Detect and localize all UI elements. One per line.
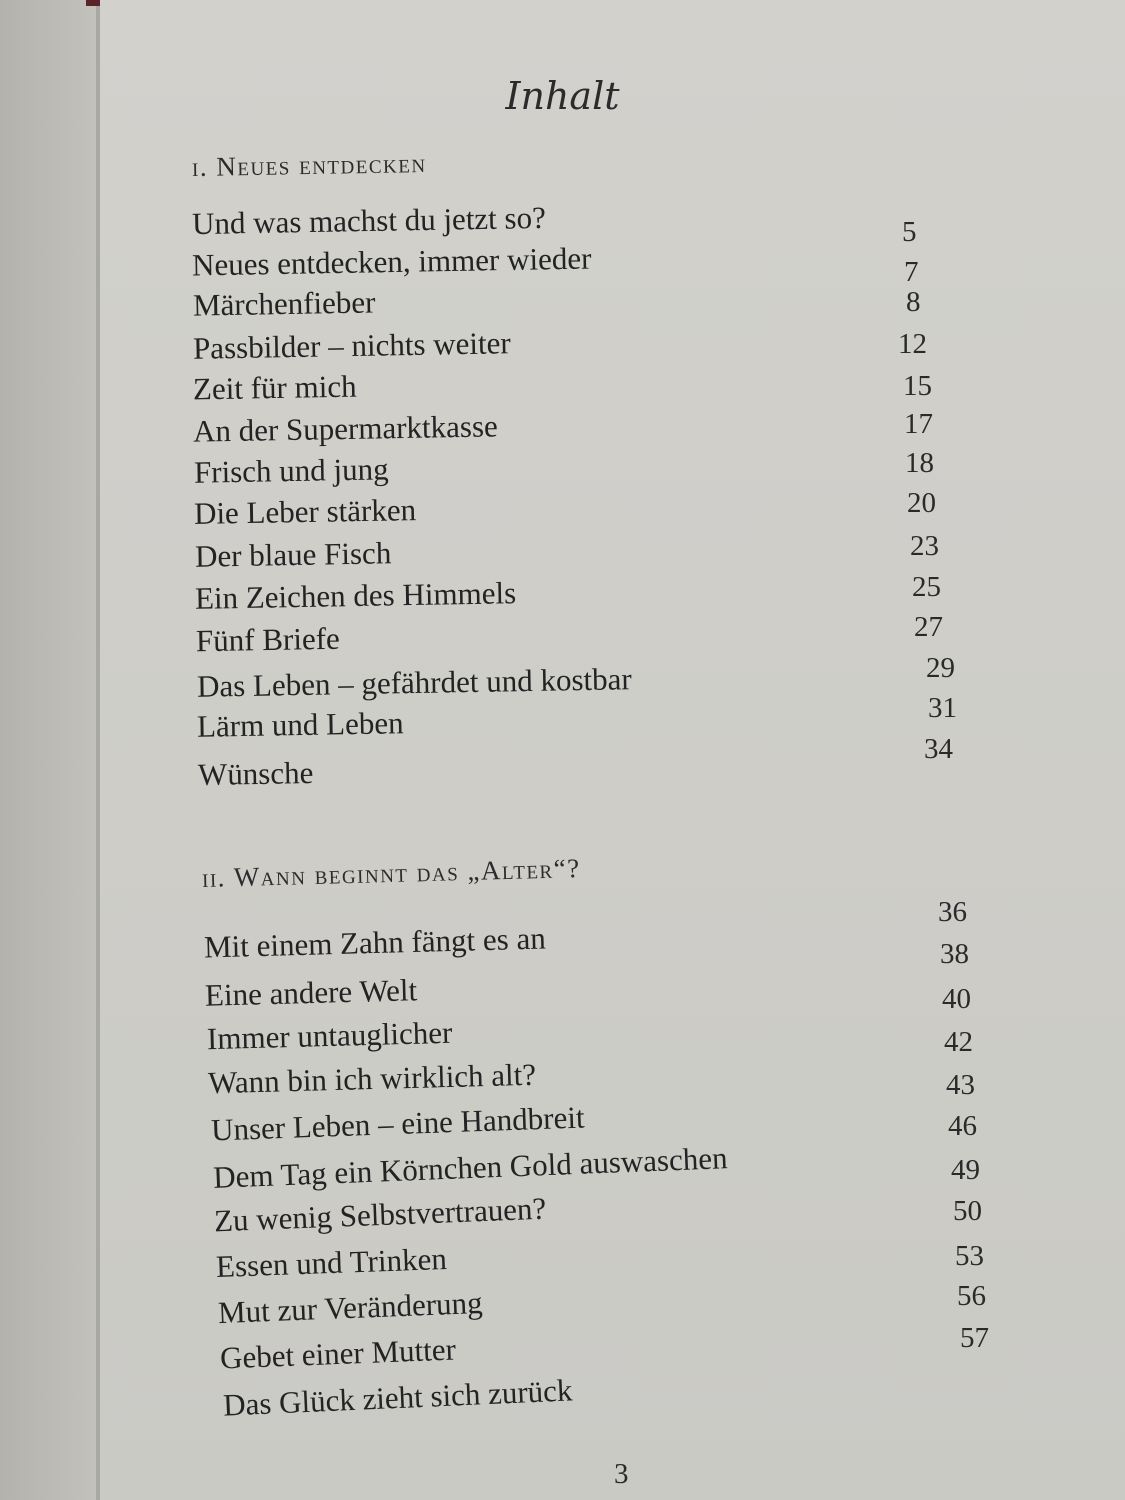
toc-entry-page: 36 [938,896,967,928]
toc-entry-page: 53 [955,1240,984,1272]
toc-entry-title: Zeit für mich [192,368,357,407]
toc-entry-page: 40 [942,983,971,1015]
toc-entry-page: 46 [948,1110,977,1142]
toc-entry-title: Eine andere Welt [204,972,418,1013]
toc-entry-page: 57 [960,1322,989,1354]
toc-entry-page: 31 [928,692,957,724]
toc-entry-page: 5 [902,216,917,248]
toc-entry-page: 49 [951,1154,980,1186]
toc-entry-title: Und was machst du jetzt so? [191,199,547,242]
toc-entry-page: 56 [957,1280,986,1312]
toc-entry-title: Das Leben – gefährdet und kostbar [196,661,632,704]
background-surface [0,0,100,1500]
section-heading: i. Neues entdecken [191,147,427,183]
toc-entry-title: An der Supermarktkasse [192,408,499,449]
book-cover-corner [86,0,100,6]
toc-entry-title: Zu wenig Selbstvertrauen? [213,1190,547,1239]
toc-entry-title: Der blaue Fisch [194,535,392,574]
toc-entry-title: Die Leber stärken [193,492,417,531]
toc-entry-page: 12 [898,328,927,360]
toc-entry-page: 29 [926,652,955,684]
toc-entry-title: Mut zur Veränderung [217,1284,484,1331]
toc-entry-title: Das Glück zieht sich zurück [222,1372,574,1423]
toc-entry-page: 34 [924,733,953,765]
toc-entry-page: 18 [905,447,934,479]
toc-entry-title: Fünf Briefe [195,620,341,659]
toc-entry-page: 38 [940,938,969,970]
toc-entry-page: 42 [944,1026,973,1058]
toc-entry-page: 43 [946,1069,975,1101]
toc-entry-title: Wünsche [197,754,314,793]
toc-entry-page: 25 [912,571,941,603]
toc-entry-page: 23 [910,530,939,562]
toc-entry-title: Immer untauglicher [206,1014,453,1057]
toc-entry-title: Neues entdecken, immer wieder [191,240,592,283]
toc-entry-page: 17 [904,408,933,440]
page-title: Inhalt [505,74,620,118]
toc-entry-page: 27 [914,611,943,643]
toc-entry-title: Gebet einer Mutter [219,1331,457,1376]
toc-entry-page: 20 [907,487,936,519]
toc-entry-title: Dem Tag ein Körnchen Gold auswaschen [212,1140,729,1195]
toc-entry-page: 7 [904,256,919,288]
toc-entry-page: 50 [953,1195,982,1227]
toc-entry-title: Märchenfieber [192,284,376,323]
toc-entry-title: Passbilder – nichts weiter [192,325,511,366]
toc-entry-page: 15 [903,370,932,402]
toc-entry-title: Essen und Trinken [215,1240,448,1285]
toc-entry-title: Wann bin ich wirklich alt? [207,1056,537,1101]
page-number: 3 [614,1458,629,1490]
toc-entry-title: Ein Zeichen des Himmels [194,575,517,616]
toc-entry-title: Lärm und Leben [196,705,404,744]
toc-entry-title: Mit einem Zahn fängt es an [203,920,547,965]
toc-entry-page: 8 [906,286,921,318]
toc-entry-title: Frisch und jung [193,451,389,490]
section-heading: ii. Wann beginnt das „Alter“? [201,853,581,893]
toc-entry-title: Unser Leben – eine Handbreit [210,1099,586,1148]
